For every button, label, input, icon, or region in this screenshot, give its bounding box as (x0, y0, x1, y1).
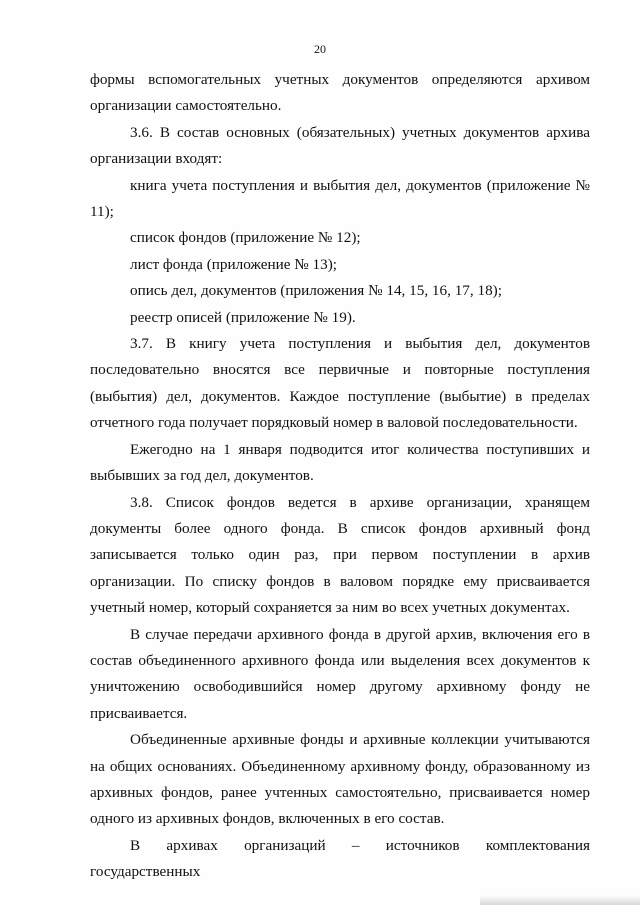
list-item-book: книга учета поступления и выбытия дел, документов (приложение № 11); (90, 176, 590, 221)
paragraph-united-funds: Объединенные архивные фонды и архивные коллекции учитываются на общих основаниях. Объединенному архивному фонду, образованному из архивных фондов, ранее учтенных самостоятельно, присваивается номер одного из архивных фондов, включенных в его состав. (90, 731, 590, 828)
paragraph-annual-total: Ежегодно на 1 января подводится итог количества поступивших и выбывших за год дел, документов. (90, 440, 590, 485)
list-item-inventory: опись дел, документов (приложения № 14, 15, 16, 17, 18); (130, 282, 502, 300)
scan-edge-shadow (480, 895, 640, 905)
paragraph-transfer: В случае передачи архивного фонда в другой архив, включения его в состав объединенного архивного фонда или выделения всех документов к уничтожению освободившийся номер другому архивному фонду не присваивается. (90, 625, 590, 722)
list-item-fund-sheet: лист фонда (приложение № 13); (130, 255, 337, 273)
list-item-registry: реестр описей (приложение № 19). (130, 308, 356, 326)
page-number: 20 (314, 42, 326, 56)
list-item-fund-list: список фондов (приложение № 12); (130, 229, 361, 247)
paragraph-3-6: 3.6. В состав основных (обязательных) учетных документов архива организации входят: (90, 123, 590, 168)
paragraph-archives-sources: В архивах организаций – источников комплектования государственных (90, 836, 590, 881)
document-body (90, 67, 590, 886)
paragraph-3-7: 3.7. В книгу учета поступления и выбытия дел, документов последовательно вносятся все первичные и повторные поступления (выбытия) дел, документов. Каждое поступление (выбытие) в пределах отчетного года получает порядковый номер в валовой последовательности. (90, 335, 590, 432)
paragraph-continuation: формы вспомогательных учетных документов определяются архивом организации самостоятельно. (90, 71, 590, 115)
paragraph-3-8: 3.8. Список фондов ведется в архиве организации, хранящем документы более одного фонда. В список фондов архивный фонд записывается только один раз, при первом поступлении в архив организации. По списку фондов в валовом порядке ему присваивается учетный номер, который сохраняется за ним во всех учетных документах. (90, 493, 590, 617)
